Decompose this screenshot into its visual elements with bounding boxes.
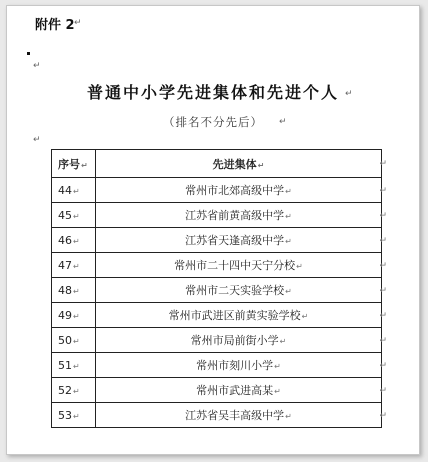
row-index: 46	[58, 233, 72, 247]
table-header-row	[52, 150, 382, 178]
row-index: 49	[58, 308, 72, 322]
return-mark-icon: ↵	[279, 117, 287, 127]
cell-mark-icon: ↵	[296, 262, 303, 271]
cell-mark-icon: ↵	[81, 160, 88, 170]
row-end-mark-icon: ↵	[379, 159, 387, 169]
table-row	[52, 328, 382, 353]
row-name: 常州市二天实验学校	[185, 284, 285, 297]
cell-mark-icon: ↵	[73, 361, 80, 371]
cell-mark-icon: ↵	[73, 186, 80, 196]
return-mark-icon: ↵	[74, 18, 82, 28]
table-row	[52, 353, 382, 378]
row-name: 常州市刻川小学	[196, 359, 274, 372]
return-mark-icon: ↵	[33, 61, 41, 71]
table-row	[52, 203, 382, 228]
row-name: 常州市武进高某	[196, 384, 274, 397]
attachment-label: 附件 2	[35, 18, 75, 33]
cell-mark-icon: ↵	[279, 337, 287, 346]
table-row	[52, 178, 382, 203]
row-end-mark-icon: ↵	[379, 361, 387, 371]
row-end-mark-icon: ↵	[379, 311, 387, 321]
return-mark-icon: ↵	[345, 89, 353, 99]
table-row	[52, 378, 382, 403]
cell-mark-icon: ↵	[285, 212, 292, 221]
table-row	[52, 403, 382, 428]
row-name: 江苏省前黄高级中学	[185, 209, 285, 222]
cell-mark-icon: ↵	[257, 160, 265, 170]
table-row	[52, 303, 382, 328]
row-name: 常州市武进区前黄实验学校	[168, 309, 301, 322]
row-index: 48	[58, 283, 72, 297]
table-row	[52, 228, 382, 253]
document-title: 普通中小学先进集体和先进个人	[86, 83, 339, 102]
table-row	[52, 278, 382, 303]
row-end-mark-icon: ↵	[379, 236, 387, 246]
cell-mark-icon: ↵	[285, 187, 292, 196]
row-end-mark-icon: ↵	[379, 186, 387, 196]
row-end-mark-icon: ↵	[379, 411, 387, 421]
row-index: 50	[58, 333, 72, 347]
row-index: 44	[58, 183, 72, 197]
collective-table	[51, 149, 382, 428]
bullet-dot	[27, 52, 30, 55]
table-row	[52, 253, 382, 278]
row-name: 常州市二十四中天宁分校	[174, 259, 296, 272]
row-end-mark-icon: ↵	[379, 336, 387, 346]
row-index: 52	[58, 383, 72, 397]
cell-mark-icon: ↵	[274, 362, 281, 371]
cell-mark-icon: ↵	[73, 211, 80, 221]
cell-mark-icon: ↵	[73, 286, 80, 296]
row-name: 常州市局前街小学	[190, 334, 279, 347]
cell-mark-icon: ↵	[285, 237, 292, 246]
row-end-mark-icon: ↵	[379, 286, 387, 296]
cell-mark-icon: ↵	[301, 312, 309, 321]
row-index: 51	[58, 358, 72, 372]
document-page	[6, 5, 420, 455]
cell-mark-icon: ↵	[285, 287, 292, 296]
row-end-mark-icon: ↵	[379, 211, 387, 221]
header-name: 先进集体↵	[96, 150, 382, 178]
cell-mark-icon: ↵	[73, 411, 80, 421]
return-mark-icon: ↵	[33, 135, 41, 145]
row-index: 53	[58, 408, 72, 422]
header-index: 序号↵	[52, 150, 96, 178]
row-index: 47	[58, 258, 72, 272]
cell-mark-icon: ↵	[73, 386, 80, 396]
row-end-mark-icon: ↵	[379, 261, 387, 271]
row-name: 江苏省天逢高级中学	[185, 234, 285, 247]
cell-mark-icon: ↵	[285, 412, 292, 421]
row-index: 45	[58, 208, 72, 222]
cell-mark-icon: ↵	[274, 387, 281, 396]
row-name: 常州市北郊高级中学	[185, 184, 285, 197]
cell-mark-icon: ↵	[73, 236, 80, 246]
cell-mark-icon: ↵	[73, 261, 80, 271]
document-subtitle: （排名不分先后）	[163, 115, 263, 129]
row-end-mark-icon: ↵	[379, 386, 387, 396]
cell-mark-icon: ↵	[73, 336, 80, 346]
row-name: 江苏省吴丰高级中学	[185, 409, 285, 422]
cell-mark-icon: ↵	[73, 311, 80, 321]
